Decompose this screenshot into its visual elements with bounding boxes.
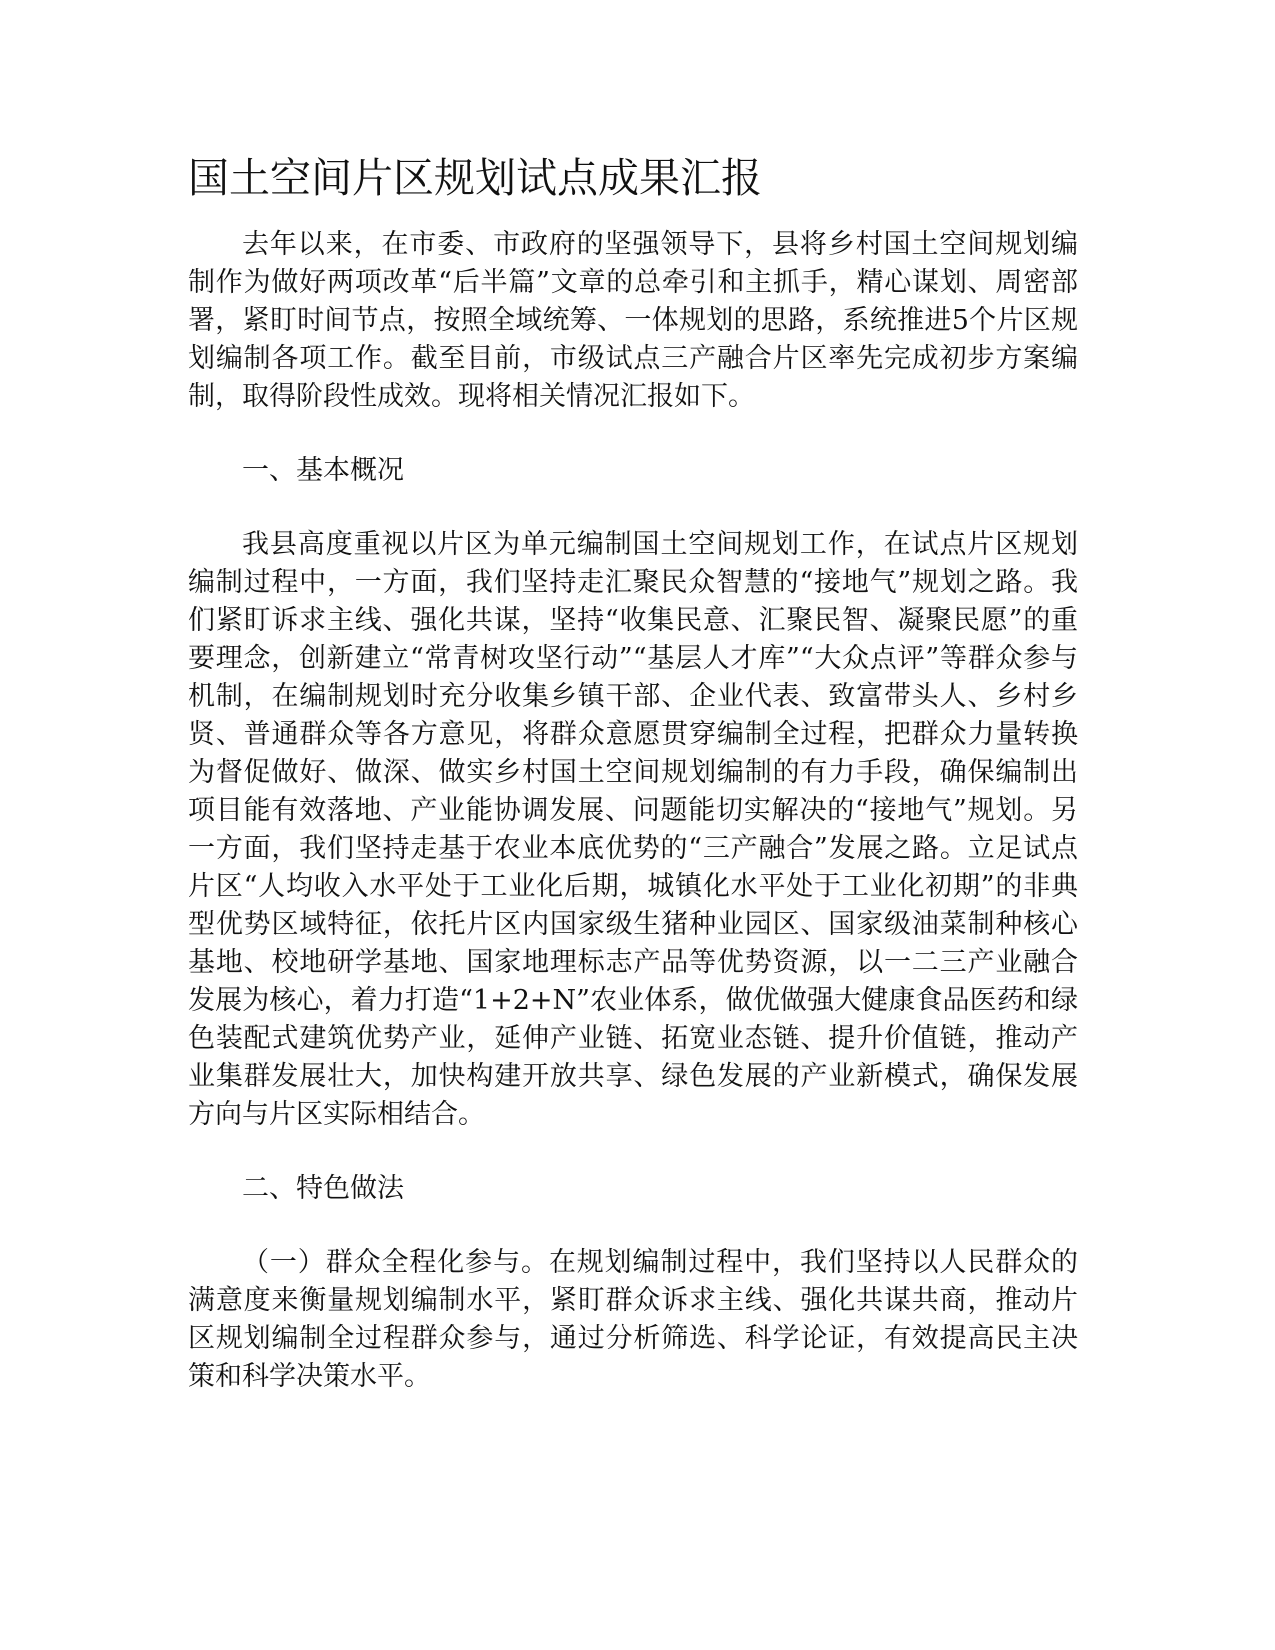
intro-paragraph: 去年以来，在市委、市政府的坚强领导下，县将乡村国土空间规划编制作为做好两项改革“后半篇”文章的总牵引和主抓手，精心谋划、周密部署，紧盯时间节点，按照全域统筹、一体规划的思路，系统推进5个片区规划编制各项工作。截至目前，市级试点三产融合片区率先完成初步方案编制，取得阶段性成效。现将相关情况汇报如下。 bbox=[188, 229, 1078, 412]
section-heading-basic-overview: 一、基本概况 bbox=[242, 455, 404, 486]
public-participation-paragraph: （一）群众全程化参与。在规划编制过程中，我们坚持以人民群众的满意度来衡量规划编制水平，紧盯群众诉求主线、强化共谋共商，推动片区规划编制全过程群众参与，通过分析筛选、科学论证，有效提高民主决策和科学决策水平。 bbox=[188, 1247, 1078, 1392]
document-body bbox=[188, 226, 1078, 1432]
section-heading-featured-practices: 二、特色做法 bbox=[242, 1173, 404, 1204]
basic-overview-paragraph: 我县高度重视以片区为单元编制国土空间规划工作，在试点片区规划编制过程中，一方面，我们坚持走汇聚民众智慧的“接地气”规划之路。我们紧盯诉求主线、强化共谋，坚持“收集民意、汇聚民智、凝聚民愿”的重要理念，创新建立“常青树攻坚行动”“基层人才库”“大众点评”等群众参与机制，在编制规划时充分收集乡镇干部、企业代表、致富带头人、乡村乡贤、普通群众等各方意见，将群众意愿贯穿编制全过程，把群众力量转换为督促做好、做深、做实乡村国土空间规划编制的有力手段，确保编制出项目能有效落地、产业能协调发展、问题能切实解决的“接地气”规划。另一方面，我们坚持走基于农业本底优势的“三产融合”发展之路。立足试点片区“人均收入水平处于工业化后期，城镇化水平处于工业化初期”的非典型优势区域特征，依托片区内国家级生猪种业园区、国家级油菜制种核心基地、校地研学基地、国家地理标志产品等优势资源，以一二三产业融合发展为核心，着力打造“1+2+N”农业体系，做优做强大健康食品医药和绿色装配式建筑优势产业，延伸产业链、拓宽业态链、提升价值链，推动产业集群发展壮大，加快构建开放共享、绿色发展的产业新模式，确保发展方向与片区实际相结合。 bbox=[188, 529, 1078, 1130]
document-title: 国土空间片区规划试点成果汇报 bbox=[188, 154, 762, 202]
